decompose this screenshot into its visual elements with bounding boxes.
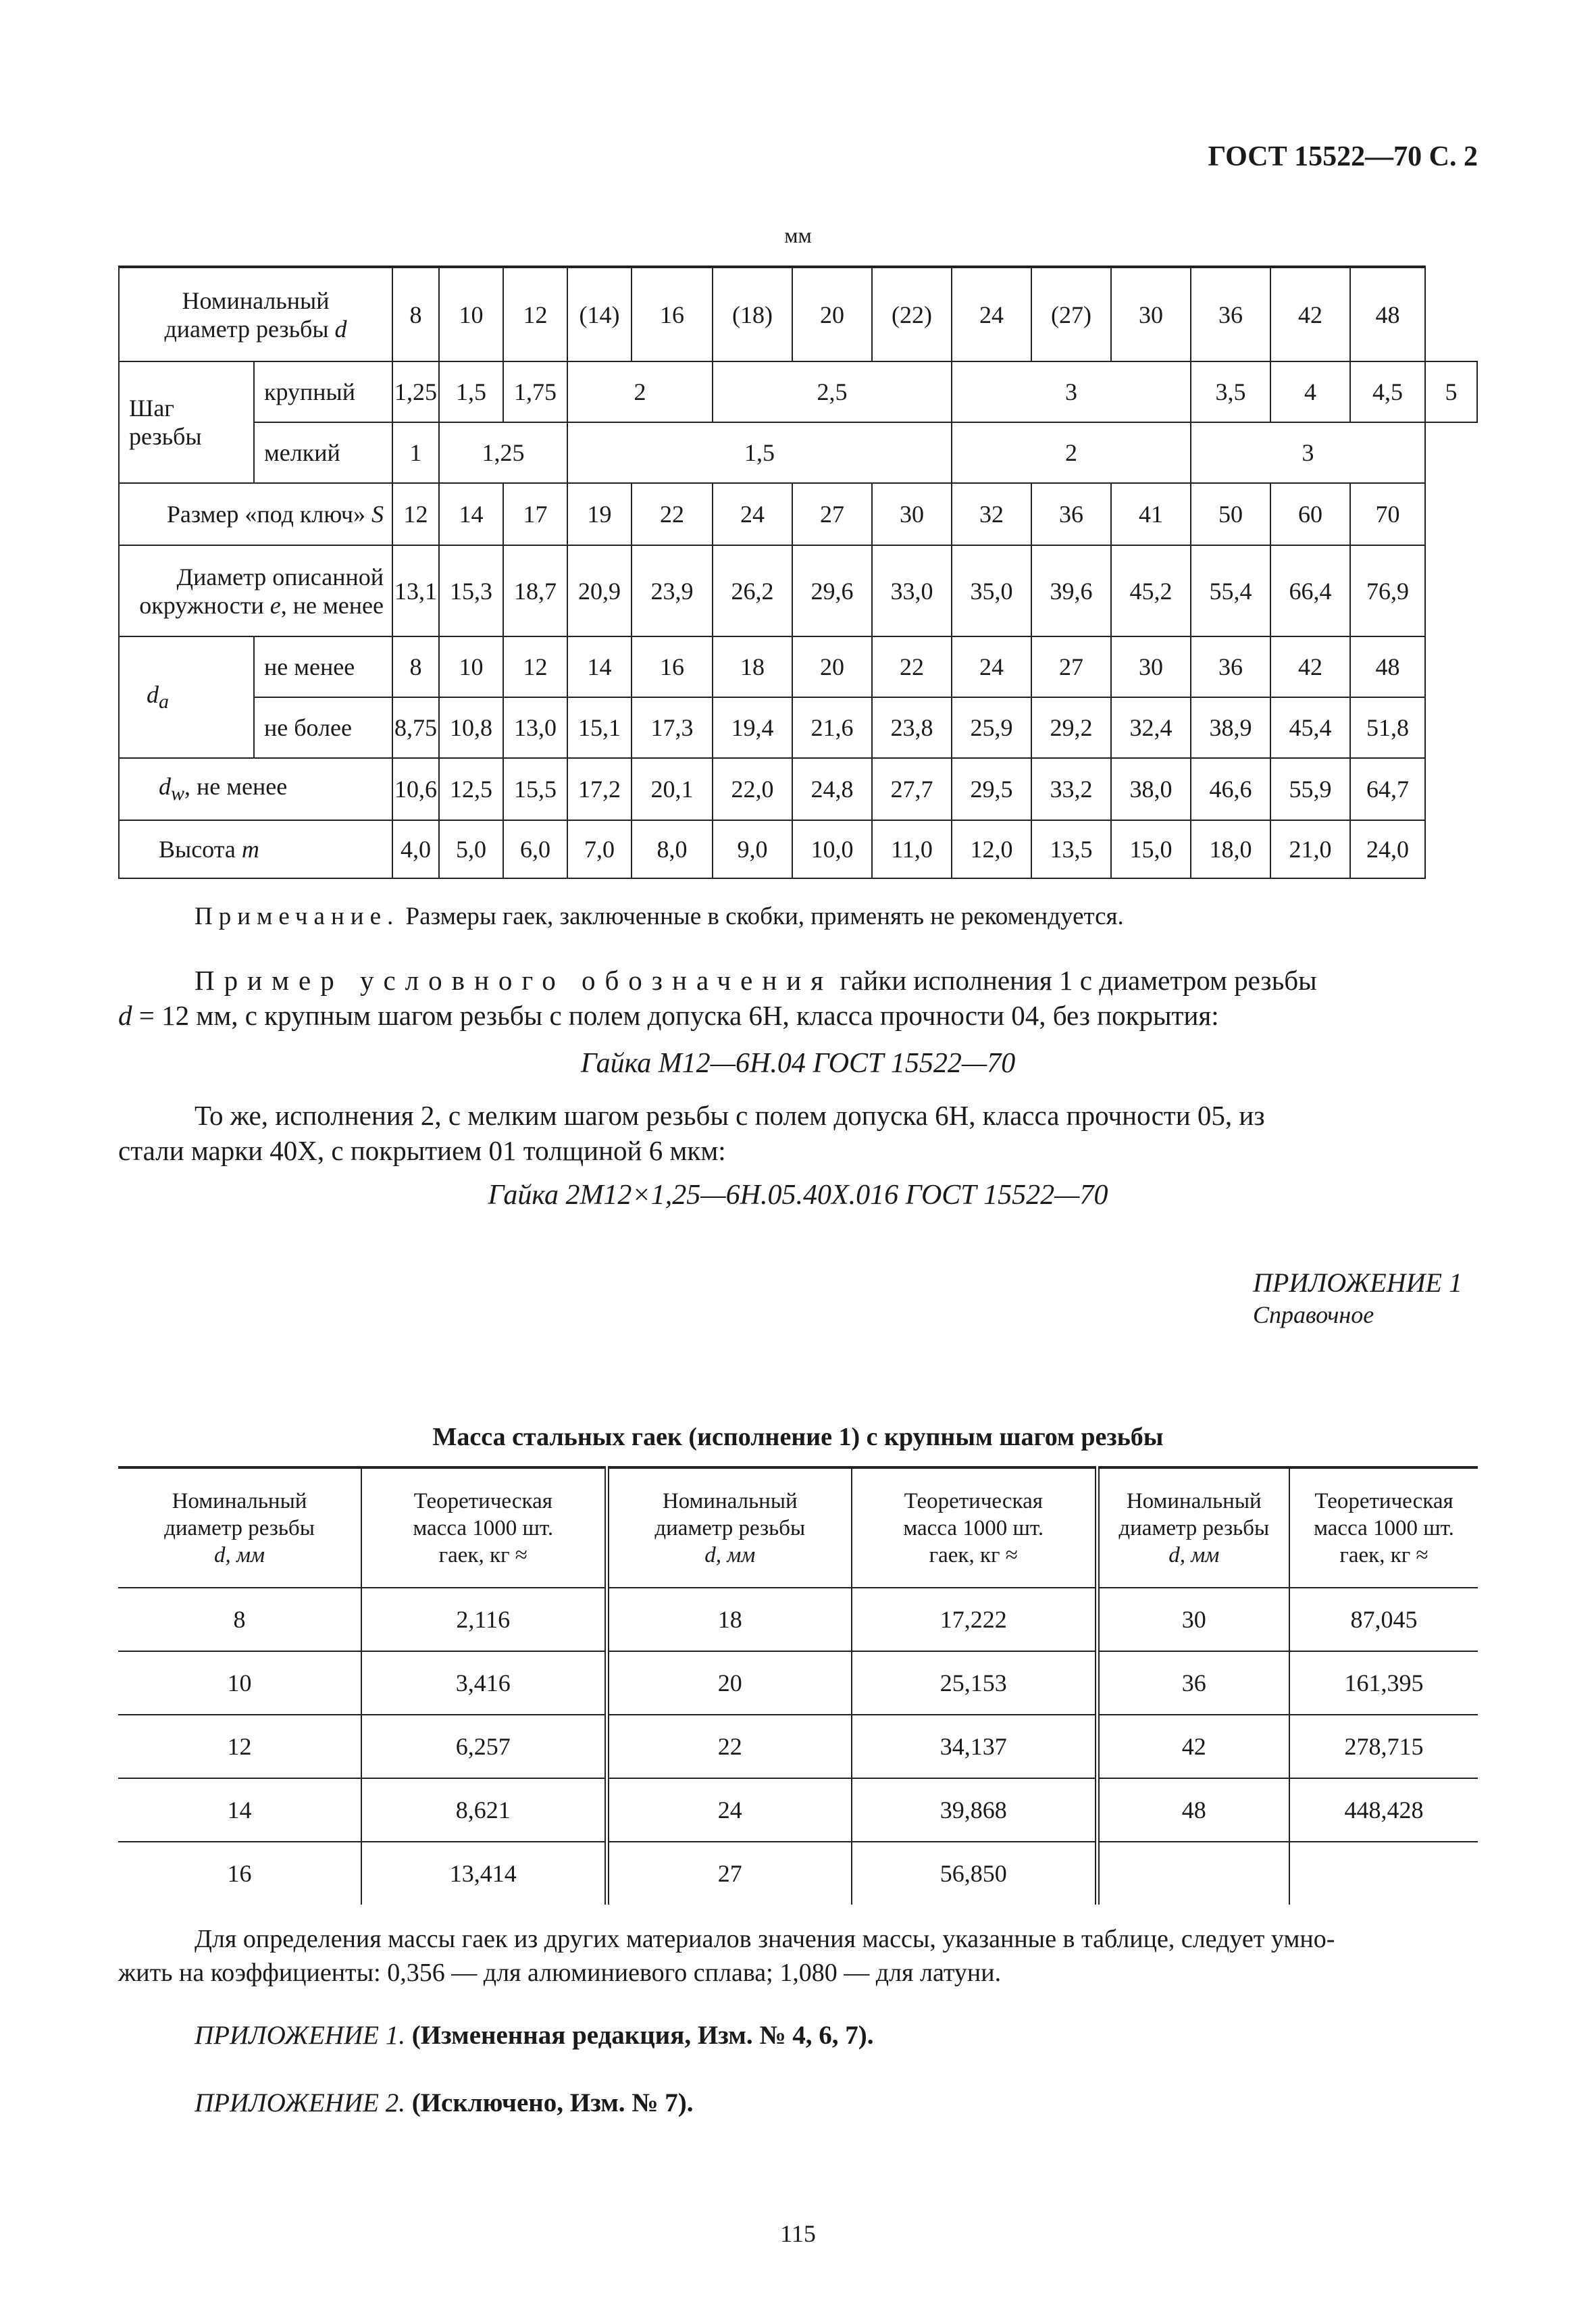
cell: 15,3: [439, 545, 503, 636]
cell: 16: [632, 267, 713, 361]
cell: 21,0: [1270, 820, 1350, 878]
da-label: $d_a$: [119, 636, 254, 758]
cell: 42: [1097, 1715, 1289, 1778]
mass-table-caption: Масса стальных гаек (исполнение 1) с крупным шагом резьбы: [432, 1423, 1164, 1451]
max-label: не более: [254, 697, 392, 758]
cell: 42: [1270, 267, 1350, 361]
dw-label: $d_w$, не менее: [119, 758, 392, 820]
cell: 13,0: [503, 697, 567, 758]
cell: 18,0: [1191, 820, 1270, 878]
cell: 55,4: [1191, 545, 1270, 636]
cell: 27: [607, 1842, 852, 1905]
cell: 48: [1097, 1778, 1289, 1842]
cell: 448,428: [1289, 1778, 1478, 1842]
cell: 45,2: [1111, 545, 1191, 636]
cell: (14): [567, 267, 632, 361]
cell: 16: [227, 1860, 252, 1887]
cell: 55,9: [1270, 758, 1350, 820]
cell: 17,3: [632, 697, 713, 758]
cell: 25,153: [852, 1651, 1097, 1715]
row-pitch-fine: [119, 422, 1477, 483]
cell: 3: [1191, 422, 1425, 483]
wrench-size-label: Размер «под ключ» S: [119, 483, 392, 545]
cell: 24: [952, 636, 1031, 697]
circumscribed-label: Диаметр описанной окружности e, не менее: [119, 545, 392, 636]
height-label: Высота m: [119, 820, 392, 878]
note-text: Размеры гаек, заключенные в скобки, применять не рекомендуется.: [399, 903, 1124, 930]
cell: 27,7: [872, 758, 952, 820]
cell: 20,1: [632, 758, 713, 820]
cell: 30: [1111, 636, 1191, 697]
cell: 12,0: [952, 820, 1031, 878]
cell: 24: [713, 483, 792, 545]
cell: 22: [632, 483, 713, 545]
cell: 51,8: [1350, 697, 1425, 758]
cell: 13,5: [1031, 820, 1111, 878]
diameter-label: Номинальный диаметр резьбы d: [119, 267, 392, 361]
header-theoretical-mass: Теоретическая масса 1000 шт. гаек, кг ≈: [852, 1467, 1097, 1588]
cell: 10: [118, 1651, 361, 1715]
cell: 10,0: [792, 820, 872, 878]
mass-table-header: [118, 1467, 1478, 1588]
cell: 36: [1191, 267, 1270, 361]
cell: 10: [439, 267, 503, 361]
cell: 12: [118, 1715, 361, 1778]
row-dw: [119, 758, 1477, 820]
cell: 4,0: [392, 820, 439, 878]
cell: 2,116: [361, 1588, 607, 1651]
cell: 39,6: [1031, 545, 1111, 636]
cell: 10: [439, 636, 503, 697]
table-row: [118, 1842, 1478, 1905]
cell: 32: [952, 483, 1031, 545]
row-da-max: [119, 697, 1477, 758]
cell: 38,0: [1111, 758, 1191, 820]
cell: 13,414: [361, 1842, 607, 1905]
row-circumscribed-diameter: [119, 545, 1477, 636]
mass-table: [118, 1466, 1478, 1905]
cell: 19,4: [713, 697, 792, 758]
cell: 50: [1191, 483, 1270, 545]
example-paragraph: Пример условного обозначения гайки исполнения 1 с диаметром резьбы d = 12 мм, с крупным шагом резьбы с полем допуска 6Н, класса прочности 04, без покрытия:: [118, 965, 1317, 1031]
cell: 30: [872, 483, 952, 545]
cell: 1,5: [439, 361, 503, 422]
cell: 6,0: [503, 820, 567, 878]
cell: 3: [952, 361, 1191, 422]
note-heading: Примечание.: [195, 903, 400, 930]
cell: 20: [792, 267, 872, 361]
header-theoretical-mass: Теоретическая масса 1000 шт. гаек, кг ≈: [361, 1467, 607, 1588]
cell: 15,1: [567, 697, 632, 758]
cell: 24: [607, 1778, 852, 1842]
cell: 20: [607, 1651, 852, 1715]
cell: 27: [792, 483, 872, 545]
cell: 3,416: [361, 1651, 607, 1715]
cell: 15,5: [503, 758, 567, 820]
cell: 56,850: [852, 1842, 1097, 1905]
cell: 5: [1425, 361, 1477, 422]
header-nominal-diameter: Номинальный диаметр резьбы d, мм: [1097, 1467, 1289, 1588]
cell: 1,5: [567, 422, 952, 483]
cell: 70: [1350, 483, 1425, 545]
table-row: [118, 1651, 1478, 1715]
cell: 42: [1270, 636, 1350, 697]
cell: 2: [567, 361, 713, 422]
cell: 24,0: [1350, 820, 1425, 878]
cell: 14: [118, 1778, 361, 1842]
page-number: 115: [780, 2220, 816, 2247]
cell: 19: [567, 483, 632, 545]
cell: 20,9: [567, 545, 632, 636]
table-note: [195, 902, 1124, 931]
cell: 29,5: [952, 758, 1031, 820]
cell: 35,0: [952, 545, 1031, 636]
appendix-title: ПРИЛОЖЕНИЕ 1: [1253, 1267, 1462, 1298]
cell: 26,2: [713, 545, 792, 636]
cell: 8: [392, 267, 439, 361]
cell: 9,0: [713, 820, 792, 878]
cell: 17,2: [567, 758, 632, 820]
cell: 8,0: [632, 820, 713, 878]
cell: 4: [1270, 361, 1350, 422]
cell: 14: [439, 483, 503, 545]
cell: 5,0: [439, 820, 503, 878]
cell: 76,9: [1350, 545, 1425, 636]
pitch-label: Шаг резьбы: [119, 361, 254, 483]
cell: 161,395: [1289, 1651, 1478, 1715]
row-diameter: [119, 267, 1477, 361]
cell: 15,0: [1111, 820, 1191, 878]
cell: 34,137: [852, 1715, 1097, 1778]
cell: 278,715: [1289, 1715, 1478, 1778]
appendix-1-change-note: ПРИЛОЖЕНИЕ 1. (Измененная редакция, Изм. № 4, 6, 7).: [195, 2021, 874, 2050]
fine-label: мелкий: [254, 422, 392, 483]
cell: 12: [392, 483, 439, 545]
cell: 17: [503, 483, 567, 545]
cell: 18,7: [503, 545, 567, 636]
cell: 1,25: [439, 422, 567, 483]
row-da-min: [119, 636, 1477, 697]
cell: 8: [392, 636, 439, 697]
min-label: не менее: [254, 636, 392, 697]
cell: 1,25: [392, 361, 439, 422]
cell: 16: [632, 636, 713, 697]
designation-example-1: Гайка М12—6Н.04 ГОСТ 15522—70: [580, 1048, 1016, 1079]
cell: [1097, 1842, 1289, 1905]
cell: 66,4: [1270, 545, 1350, 636]
header-nominal-diameter: Номинальный диаметр резьбы d, мм: [118, 1467, 361, 1588]
cell: [1289, 1842, 1478, 1905]
cell: 8: [118, 1588, 361, 1651]
cell: 27: [1031, 636, 1111, 697]
table-row: [118, 1715, 1478, 1778]
cell: 25,9: [952, 697, 1031, 758]
cell: 7,0: [567, 820, 632, 878]
cell: 64,7: [1350, 758, 1425, 820]
cell: 87,045: [1289, 1588, 1478, 1651]
dimensions-table: [118, 266, 1478, 879]
cell: 36: [1191, 636, 1270, 697]
cell: 22,0: [713, 758, 792, 820]
cell: 20: [792, 636, 872, 697]
cell: 46,6: [1191, 758, 1270, 820]
cell: 10,8: [439, 697, 503, 758]
conversion-paragraph: Для определения массы гаек из других материалов значения массы, указанные в таблице, следует умно- жить на коэффициенты: 0,356 — для алюминиевого сплава; 1,080 — для латуни.: [118, 1925, 1335, 1987]
cell: (27): [1031, 267, 1111, 361]
row-height: [119, 820, 1477, 878]
cell: 38,9: [1191, 697, 1270, 758]
cell: 12: [503, 636, 567, 697]
designation-example-2: Гайка 2М12×1,25—6Н.05.40Х.016 ГОСТ 15522—70: [488, 1180, 1108, 1211]
cell: 11,0: [872, 820, 952, 878]
cell: 22: [607, 1715, 852, 1778]
cell: 24: [952, 267, 1031, 361]
cell: 30: [1097, 1588, 1289, 1651]
example-paragraph-2: То же, исполнения 2, с мелким шагом резьбы с полем допуска 6Н, класса прочности 05, из стали марки 40Х, с покрытием 01 толщиной 6 мкм:: [118, 1100, 1265, 1166]
cell: 8,75: [392, 697, 439, 758]
cell: 24,8: [792, 758, 872, 820]
cell: 48: [1350, 267, 1425, 361]
cell: 1: [392, 422, 439, 483]
appendix-2-change-note: ПРИЛОЖЕНИЕ 2. (Исключено, Изм. № 7).: [195, 2088, 694, 2117]
coarse-label: крупный: [254, 361, 392, 422]
header-theoretical-mass: Теоретическая масса 1000 шт. гаек, кг ≈: [1289, 1467, 1478, 1588]
header-nominal-diameter: Номинальный диаметр резьбы d, мм: [607, 1467, 852, 1588]
cell: 22: [872, 636, 952, 697]
example-heading: Пример условного обозначения: [195, 965, 833, 996]
cell: 39,868: [852, 1778, 1097, 1842]
cell: 12: [503, 267, 567, 361]
cell: 33,0: [872, 545, 952, 636]
table-row: [118, 1778, 1478, 1842]
cell: 41: [1111, 483, 1191, 545]
cell: 6,257: [361, 1715, 607, 1778]
cell: 2,5: [713, 361, 952, 422]
cell: 23,9: [632, 545, 713, 636]
cell: 21,6: [792, 697, 872, 758]
appendix-subtitle: Справочное: [1253, 1301, 1374, 1328]
cell: 18: [607, 1588, 852, 1651]
cell: 13,1: [392, 545, 439, 636]
cell: 30: [1111, 267, 1191, 361]
cell: 36: [1031, 483, 1111, 545]
cell: 32,4: [1111, 697, 1191, 758]
cell: 45,4: [1270, 697, 1350, 758]
cell: 29,6: [792, 545, 872, 636]
cell: 18: [713, 636, 792, 697]
cell: 36: [1097, 1651, 1289, 1715]
cell: 17,222: [852, 1588, 1097, 1651]
table-row: [118, 1588, 1478, 1651]
cell: 2: [952, 422, 1191, 483]
cell: (18): [713, 267, 792, 361]
units-label: мм: [784, 223, 812, 247]
cell: (22): [872, 267, 952, 361]
cell: 33,2: [1031, 758, 1111, 820]
cell: 29,2: [1031, 697, 1111, 758]
cell: 8,621: [361, 1778, 607, 1842]
cell: 3,5: [1191, 361, 1270, 422]
cell: 60: [1270, 483, 1350, 545]
cell: 10,6: [392, 758, 439, 820]
cell: 48: [1350, 636, 1425, 697]
document-code: ГОСТ 15522—70 С. 2: [1208, 141, 1478, 172]
row-pitch-coarse: [119, 361, 1477, 422]
cell: 4,5: [1350, 361, 1425, 422]
cell: 23,8: [872, 697, 952, 758]
cell: 12,5: [439, 758, 503, 820]
row-wrench-size: [119, 483, 1477, 545]
cell: 1,75: [503, 361, 567, 422]
cell: 14: [567, 636, 632, 697]
